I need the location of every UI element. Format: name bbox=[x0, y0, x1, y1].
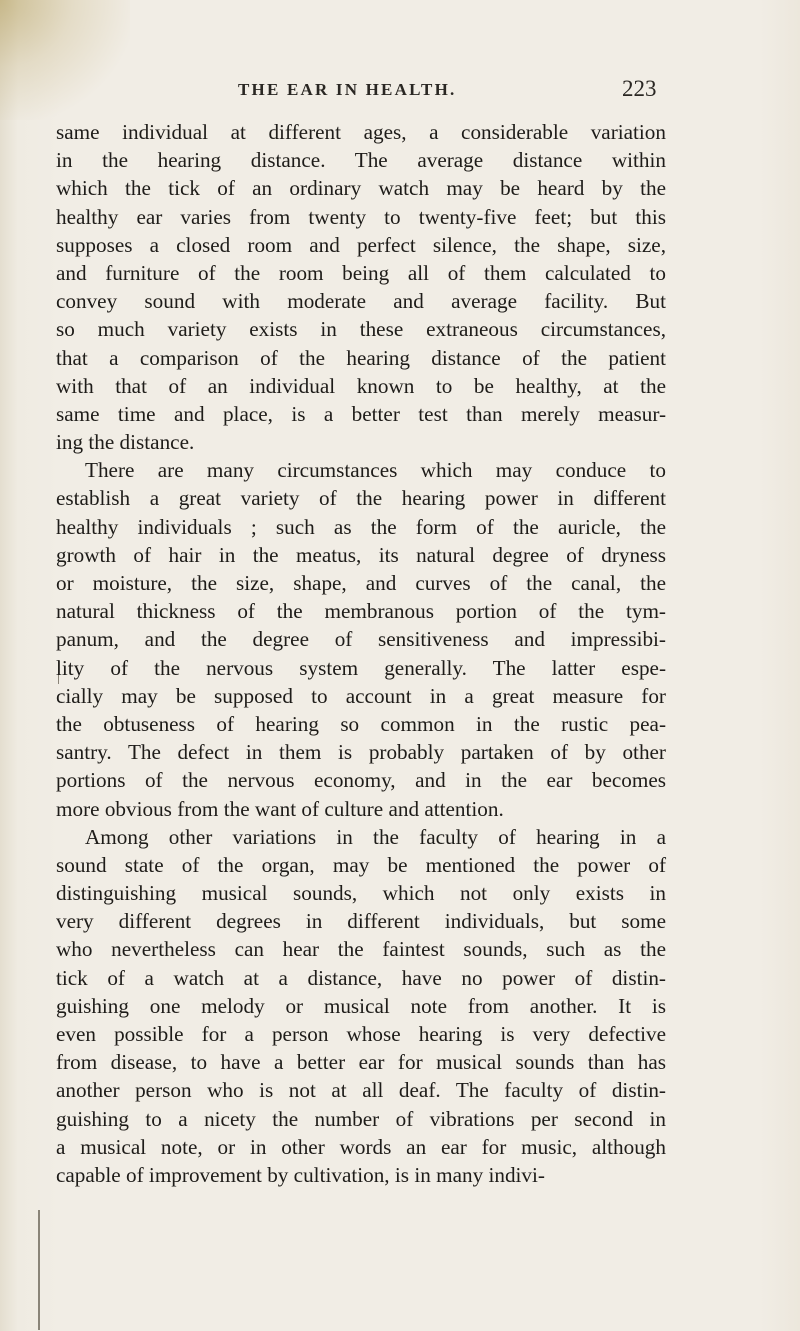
text-line: sound state of the organ, may be mentioned the power of bbox=[56, 852, 666, 877]
text-line: same time and place, is a better test than merely measur- bbox=[56, 401, 666, 426]
text-line: growth of hair in the meatus, its natural degree of dryness bbox=[56, 542, 666, 567]
text-line: which the tick of an ordinary watch may be heard by the bbox=[56, 176, 666, 201]
text-line: who nevertheless can hear the faintest sounds, such as the bbox=[56, 937, 666, 962]
text-line: so much variety exists in these extraneous circumstances, bbox=[56, 317, 666, 342]
binding-edge-mark bbox=[38, 1210, 40, 1330]
text-line: healthy ear varies from twenty to twenty-five feet; but this bbox=[56, 204, 666, 229]
text-line: Among other variations in the faculty of hearing in a bbox=[85, 824, 666, 849]
running-head: THE EAR IN HEALTH. bbox=[238, 80, 457, 99]
text-line: more obvious from the want of culture and attention. bbox=[56, 796, 504, 821]
body-text bbox=[56, 118, 666, 1189]
text-line: that a comparison of the hearing distance of the patient bbox=[56, 345, 666, 370]
text-line: capable of improvement by cultivation, is in many indivi- bbox=[56, 1162, 545, 1187]
page-header bbox=[0, 76, 800, 106]
text-line: with that of an individual known to be healthy, at the bbox=[56, 373, 666, 398]
text-line: healthy individuals ; such as the form of the auricle, the bbox=[56, 514, 666, 539]
text-line: distinguishing musical sounds, which not only exists in bbox=[56, 881, 666, 906]
text-line: establish a great variety of the hearing power in different bbox=[56, 486, 666, 511]
text-line: a musical note, or in other words an ear for music, although bbox=[56, 1134, 666, 1159]
text-line: convey sound with moderate and average facility. But bbox=[56, 289, 666, 314]
text-line: panum, and the degree of sensitiveness and impressibi- bbox=[56, 627, 666, 652]
text-line: guishing one melody or musical note from another. It is bbox=[56, 993, 666, 1018]
text-line: santry. The defect in them is probably partaken of by other bbox=[56, 740, 666, 765]
text-line: There are many circumstances which may conduce to bbox=[85, 458, 666, 483]
text-line: natural thickness of the membranous portion of the tym- bbox=[56, 599, 666, 624]
text-line: in the hearing distance. The average distance within bbox=[56, 148, 666, 173]
text-line: from disease, to have a better ear for musical sounds than has bbox=[56, 1050, 666, 1075]
text-line: very different degrees in different individuals, but some bbox=[56, 909, 666, 934]
text-line: cially may be supposed to account in a great measure for bbox=[56, 683, 666, 708]
text-line: another person who is not at all deaf. The faculty of distin- bbox=[56, 1078, 666, 1103]
text-line: tick of a watch at a distance, have no power of distin- bbox=[56, 965, 666, 990]
text-line: supposes a closed room and perfect silence, the shape, size, bbox=[56, 232, 666, 257]
text-line: and furniture of the room being all of them calculated to bbox=[56, 260, 666, 285]
text-line: or moisture, the size, shape, and curves of the canal, the bbox=[56, 571, 666, 595]
page-number: 223 bbox=[622, 76, 657, 101]
text-line: portions of the nervous economy, and in the ear becomes bbox=[56, 768, 666, 793]
text-line: even possible for a person whose hearing is very defective bbox=[56, 1022, 666, 1046]
text-line: same individual at different ages, a considerable variation bbox=[56, 120, 666, 144]
text-line: lity of the nervous system generally. The latter espe- bbox=[56, 655, 666, 680]
text-line: guishing to a nicety the number of vibrations per second in bbox=[56, 1106, 666, 1131]
text-line: the obtuseness of hearing so common in the rustic pea- bbox=[56, 711, 666, 736]
text-line: ing the distance. bbox=[56, 430, 195, 455]
